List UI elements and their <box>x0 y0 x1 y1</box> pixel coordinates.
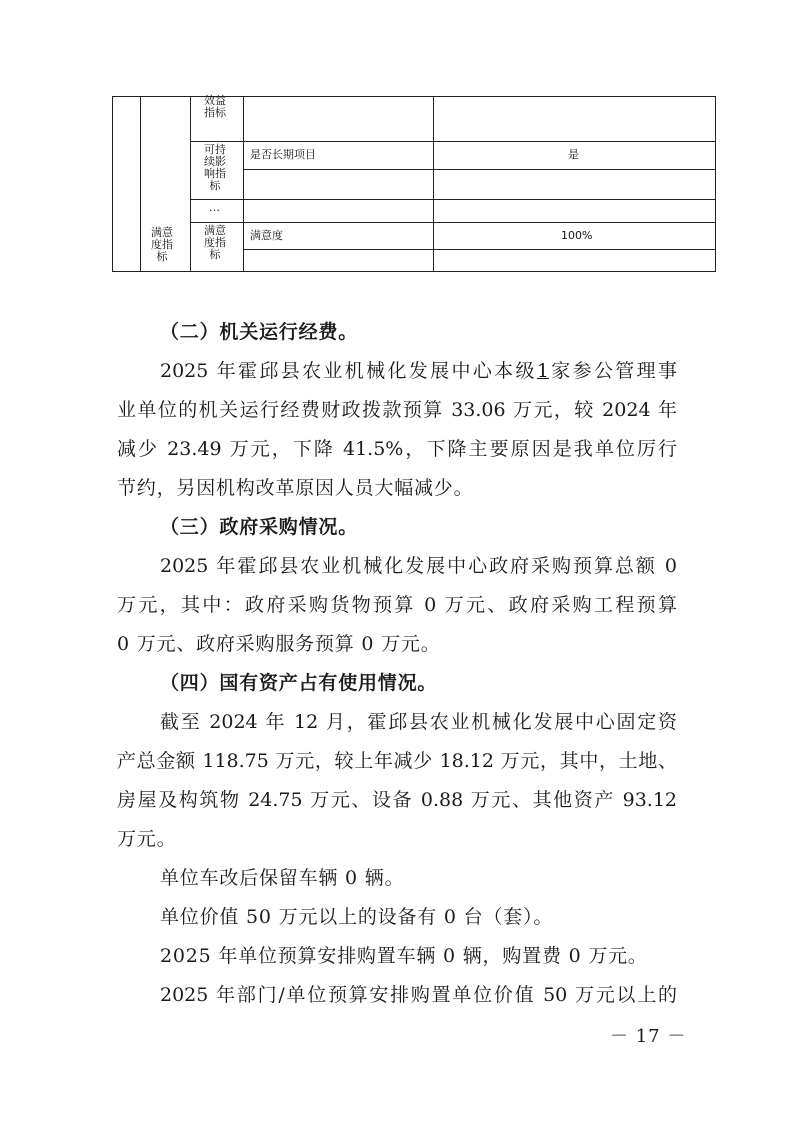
performance-indicator-table <box>112 96 716 272</box>
satisfaction-subcategory-label: 满意度指标 <box>204 224 226 261</box>
table-row-divider <box>243 169 715 170</box>
section-heading-government-procurement: （三）政府采购情况。 <box>160 516 359 538</box>
paragraph-vehicles: 单位车改后保留车辆 0 辆。 <box>160 867 405 889</box>
table-row-divider <box>243 249 715 250</box>
paragraph-purchase-vehicles: 2025 年单位预算安排购置车辆 0 辆，购置费 0 万元。 <box>160 945 648 967</box>
table-col-divider <box>190 97 191 271</box>
table-row-divider <box>190 222 715 223</box>
section-heading-state-assets: （四）国有资产占有使用情况。 <box>160 672 438 694</box>
page-number: － 17 － <box>610 1026 687 1047</box>
text-span: 家参公管理事 <box>548 360 677 382</box>
paragraph-purchase-equipment: 2025 年部门/单位预算安排购置单位价值 50 万元以上的 <box>160 984 677 1006</box>
paragraph-line: 2025 年霍邱县农业机械化发展中心政府采购预算总额 0 <box>160 555 677 577</box>
sustain-indicator-label: 可持续影响指标 <box>204 143 226 192</box>
paragraph-line: 房屋及构筑物 24.75 万元、设备 0.88 万元、其他资产 93.12 <box>117 789 677 811</box>
paragraph-line: 业单位的机关运行经费财政拨款预算 33.06 万元，较 2024 年 <box>117 399 677 421</box>
table-col-divider <box>433 97 434 271</box>
paragraph-line: 产总金额 118.75 万元，较上年减少 18.12 万元，其中，土地、 <box>117 750 677 772</box>
table-ellipsis: … <box>209 201 220 214</box>
sustain-value: 是 <box>568 148 579 161</box>
sustain-item: 是否长期项目 <box>250 148 316 161</box>
paragraph-line: 截至 2024 年 12 月，霍邱县农业机械化发展中心固定资 <box>160 711 677 733</box>
table-col-divider <box>243 97 244 271</box>
paragraph-line <box>160 359 677 383</box>
paragraph-line: 万元。 <box>117 828 177 850</box>
table-row-divider <box>190 141 715 142</box>
text-span: 2025 年霍邱县农业机械化发展中心本级 <box>160 360 537 382</box>
paragraph-line: 0 万元、政府采购服务预算 0 万元。 <box>117 633 441 655</box>
underlined-number: 1 <box>536 360 549 382</box>
satisfaction-value: 100% <box>561 229 593 242</box>
section-heading-operating-expenses: （二）机关运行经费。 <box>160 321 359 343</box>
satisfaction-category-label: 满意度指标 <box>151 226 173 263</box>
table-row-divider <box>190 199 715 200</box>
paragraph-line: 万元，其中：政府采购货物预算 0 万元、政府采购工程预算 <box>117 594 677 616</box>
benefit-indicator-label: 效益指标 <box>204 94 226 119</box>
paragraph-line: 减少 23.49 万元，下降 41.5%，下降主要原因是我单位厉行 <box>117 438 677 460</box>
paragraph-equipment: 单位价值 50 万元以上的设备有 0 台（套）。 <box>160 906 554 928</box>
satisfaction-item: 满意度 <box>250 229 283 242</box>
paragraph-line: 节约，另因机构改革原因人员大幅减少。 <box>117 477 474 499</box>
table-col-divider <box>140 97 141 271</box>
